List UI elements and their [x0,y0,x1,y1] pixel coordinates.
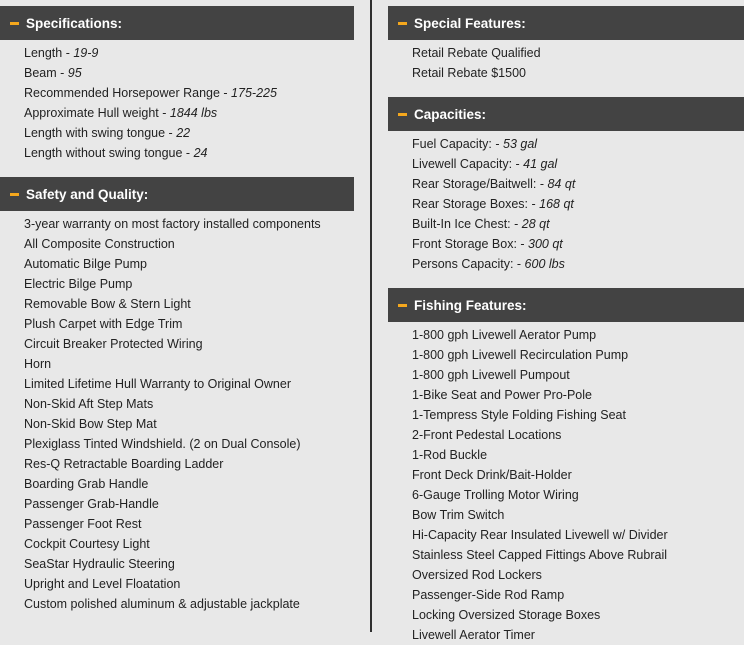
list-item [24,103,354,123]
item-value: 24 [193,146,208,160]
item-value: 19-9 [73,46,99,60]
specifications-header [0,6,354,40]
capacities-list [388,131,744,274]
item-label: Length with swing tongue - [24,126,177,140]
section-title: Safety and Quality: [26,186,149,202]
list-item: 1-Tempress Style Folding Fishing Seat [412,408,626,422]
list-item [412,234,744,254]
list-item: 2-Front Pedestal Locations [412,428,562,442]
list-item: Front Deck Drink/Bait-Holder [412,468,572,482]
item-label: Fuel Capacity: - [412,137,504,151]
item-label: Recommended Horsepower Range - [24,86,232,100]
list-item [412,254,744,274]
list-item: 1-800 gph Livewell Pumpout [412,368,570,382]
special-features-header [388,6,744,40]
item-value: 168 qt [539,197,574,211]
item-value: 300 qt [528,237,563,251]
fishing-features-list [388,322,744,645]
item-value: 22 [176,126,191,140]
list-item: Plush Carpet with Edge Trim [24,317,183,331]
list-item: Locking Oversized Storage Boxes [412,608,601,622]
item-label: Livewell Capacity: - [412,157,524,171]
list-item: 1-Bike Seat and Power Pro-Pole [412,388,592,402]
item-label: Length - [24,46,74,60]
item-label: Front Storage Box: - [412,237,529,251]
list-item: Plexiglass Tinted Windshield. (2 on Dual Console) [24,437,301,451]
list-item: Non-Skid Bow Step Mat [24,417,157,431]
list-item: Passenger-Side Rod Ramp [412,588,565,602]
list-item [24,123,354,143]
safety-header [0,177,354,211]
list-item: Oversized Rod Lockers [412,568,542,582]
list-item: All Composite Construction [24,237,175,251]
list-item [412,214,744,234]
list-item: Hi-Capacity Rear Insulated Livewell w/ Divider [412,528,668,542]
list-item: Passenger Grab-Handle [24,497,159,511]
list-item [24,43,354,63]
dash-icon [10,22,19,25]
list-item: Retail Rebate $1500 [412,66,526,80]
list-item [412,154,744,174]
list-item: SeaStar Hydraulic Steering [24,557,175,571]
capacities-section [388,97,744,274]
special-features-list [388,40,744,83]
dash-icon [398,304,407,307]
item-label: Built-In Ice Chest: - [412,217,522,231]
list-item: Boarding Grab Handle [24,477,149,491]
list-item: Non-Skid Aft Step Mats [24,397,154,411]
list-item [24,83,354,103]
special-features-section [388,6,744,83]
list-item: Res-Q Retractable Boarding Ladder [24,457,224,471]
item-value: 28 qt [521,217,550,231]
list-item: Livewell Aerator Timer [412,628,535,642]
list-item: 6-Gauge Trolling Motor Wiring [412,488,579,502]
item-label: Approximate Hull weight - [24,106,170,120]
list-item: Bow Trim Switch [412,508,505,522]
dash-icon [398,113,407,116]
list-item [412,134,744,154]
item-label: Beam - [24,66,68,80]
item-value: 84 qt [547,177,576,191]
list-item: 3-year warranty on most factory installed components [24,217,321,231]
dash-icon [10,193,19,196]
specifications-list [0,40,354,163]
right-column [388,0,744,645]
list-item [412,194,744,214]
safety-section [0,177,354,614]
fishing-features-section [388,288,744,645]
list-item: Electric Bilge Pump [24,277,133,291]
list-item: 1-800 gph Livewell Recirculation Pump [412,348,629,362]
item-label: Rear Storage Boxes: - [412,197,540,211]
section-title: Capacities: [414,106,487,122]
item-label: Length without swing tongue - [24,146,194,160]
list-item: Automatic Bilge Pump [24,257,147,271]
item-label: Persons Capacity: - [412,257,525,271]
list-item: Stainless Steel Capped Fittings Above Rubrail [412,548,668,562]
list-item: 1-Rod Buckle [412,448,488,462]
item-value: 41 gal [523,157,558,171]
fishing-features-header [388,288,744,322]
item-value: 95 [67,66,82,80]
column-divider [370,0,372,632]
left-column [0,0,354,614]
list-item: Circuit Breaker Protected Wiring [24,337,203,351]
list-item: Upright and Level Floatation [24,577,181,591]
capacities-header [388,97,744,131]
list-item: Custom polished aluminum & adjustable jackplate [24,597,300,611]
item-value: 175-225 [231,86,277,100]
list-item [24,143,354,163]
list-item: Passenger Foot Rest [24,517,142,531]
section-title: Special Features: [414,15,526,31]
list-item: Cockpit Courtesy Light [24,537,150,551]
dash-icon [398,22,407,25]
list-item: Horn [24,357,52,371]
item-value: 600 lbs [524,257,565,271]
list-item: Retail Rebate Qualified [412,46,541,60]
section-title: Specifications: [26,15,123,31]
specifications-section [0,6,354,163]
list-item [24,63,354,83]
item-label: Rear Storage/Baitwell: - [412,177,548,191]
item-value: 1844 lbs [169,106,218,120]
item-value: 53 gal [503,137,538,151]
list-item [412,174,744,194]
list-item: 1-800 gph Livewell Aerator Pump [412,328,597,342]
list-item: Removable Bow & Stern Light [24,297,191,311]
list-item: Limited Lifetime Hull Warranty to Original Owner [24,377,291,391]
safety-list [0,211,354,614]
section-title: Fishing Features: [414,297,527,313]
